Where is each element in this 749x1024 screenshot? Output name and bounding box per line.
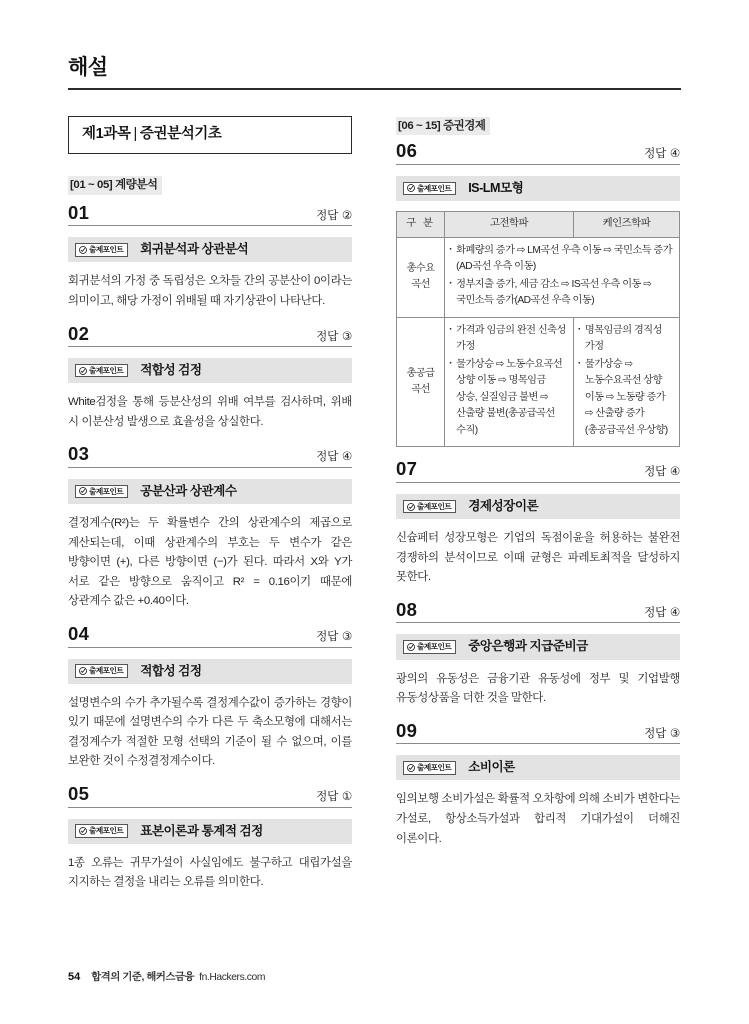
subject-separator: | — [133, 126, 137, 143]
question-header-02 — [68, 322, 352, 348]
question-number-01: 01 — [68, 201, 90, 223]
table-row — [397, 317, 680, 447]
point-badge-02 — [75, 364, 128, 377]
title-divider — [68, 88, 681, 90]
question-number-05: 05 — [68, 783, 90, 805]
question-header-08 — [396, 598, 680, 624]
point-title-09: 소비이론 — [468, 760, 515, 775]
point-badge-label: 출제포인트 — [417, 501, 452, 511]
answer-label: 정답 — [644, 465, 666, 479]
point-badge-label: 출제포인트 — [417, 183, 452, 193]
answer-choice: ④ — [341, 450, 352, 464]
row-label-aggregate-demand: 총수요 곡선 — [397, 237, 445, 317]
answer-label: 정답 — [644, 147, 666, 161]
question-number-08: 08 — [396, 598, 418, 620]
point-bar-06 — [396, 176, 680, 201]
point-badge-03 — [75, 485, 128, 498]
answer-01 — [316, 210, 352, 222]
question-number-06: 06 — [396, 140, 418, 162]
question-number-03: 03 — [68, 443, 90, 465]
point-title-07: 경제성장이론 — [468, 498, 539, 513]
circle-check-icon — [407, 643, 415, 651]
point-title-03: 공분산과 상관계수 — [140, 483, 237, 498]
table-header-row — [397, 211, 680, 237]
subject-prefix: 제1과목 — [82, 126, 131, 143]
explanation-07: 신슘페터 성장모형은 기업의 독점이윤을 허용하는 불완전 경쟁하의 분석이므로 이때 균형은 파레토최적을 달성하지 못한다. — [396, 532, 680, 584]
point-badge-07 — [403, 500, 456, 513]
point-badge-label: 출제포인트 — [89, 666, 124, 676]
answer-label: 정답 — [644, 605, 666, 619]
explanation-05: 1종 오류는 귀무가설이 사실임에도 불구하고 대립가설을 지지하는 결정을 내리는 오류를 의미한다. — [68, 856, 352, 889]
circle-check-icon — [407, 503, 415, 511]
page-footer — [68, 968, 265, 983]
answer-choice: ④ — [669, 605, 680, 619]
answer-choice: ④ — [669, 147, 680, 161]
question-header-07 — [396, 460, 680, 483]
point-bar-02 — [68, 358, 352, 383]
point-bar-04 — [68, 659, 352, 684]
circle-check-icon — [79, 487, 87, 495]
answer-label: 정답 — [316, 630, 338, 644]
list-item: · 명목임금의 경직성 가정 — [578, 323, 674, 356]
row-content-supply-keynesian — [573, 317, 679, 447]
table-header-keynesian: 케인즈학파 — [573, 211, 679, 237]
answer-08 — [644, 607, 680, 619]
point-title-02: 적합성 검정 — [140, 363, 202, 378]
row-label-aggregate-supply: 총공급 곡선 — [397, 317, 445, 447]
explanation-04: 설명변수의 수가 추가될수록 결정계수값이 증가하는 경향이 있기 때문에 설명변수의 수가 다른 두 축소모형에 대해서는 결정계수가 적절한 모형 선택의 기준이 될 수 없으며, 이를 보완한 것이 수정결정계수이다. — [68, 696, 352, 768]
point-badge-label: 출제포인트 — [89, 486, 124, 496]
answer-02 — [316, 331, 352, 343]
point-badge-06 — [403, 182, 456, 195]
range-label-left: [01 ~ 05] 계량분석 — [68, 176, 162, 194]
answer-03 — [316, 451, 352, 463]
answer-05 — [316, 791, 352, 803]
point-badge-01 — [75, 243, 128, 256]
list-item: · 물가상승 ⇨ 노동수요곡선 상향 이동 ⇨ 노동량 증가 ⇨ 산출량 증가(총공급곡선 우상향) — [578, 357, 674, 440]
answer-choice: ② — [341, 208, 352, 222]
question-number-07: 07 — [396, 458, 418, 480]
footer-slogan: 합격의 기준, 해커스금융 — [91, 972, 195, 983]
circle-check-icon — [407, 764, 415, 772]
point-badge-label: 출제포인트 — [89, 826, 124, 836]
answer-choice: ① — [341, 790, 352, 804]
explanation-02: White검정을 통해 등분산성의 위배 여부를 검사하며, 위배 시 이분산성 발생으로 효율성을 상실한다. — [68, 396, 352, 428]
answer-label: 정답 — [316, 329, 338, 343]
table-header-gubun: 구 분 — [397, 211, 445, 237]
point-title-05: 표본이론과 통계적 검정 — [140, 823, 263, 838]
subject-name: 증권분석기초 — [139, 126, 222, 143]
explanation-01: 회귀분석의 가정 중 독립성은 오차들 간의 공분산이 0이라는 의미이고, 해당 가정이 위배될 때 자기상관이 나타난다. — [68, 275, 352, 307]
answer-09 — [644, 728, 680, 740]
point-badge-label: 출제포인트 — [89, 365, 124, 375]
page-number: 54 — [68, 971, 81, 983]
point-bar-01 — [68, 237, 352, 262]
footer-imprint — [91, 968, 265, 983]
point-badge-05 — [75, 824, 128, 837]
question-header-05 — [68, 785, 352, 808]
list-item: · 정부지출 증가, 세금 감소 ⇨ IS곡선 우측 이동 ⇨ 국민소득 증가(AD곡선 우측 이동) — [449, 277, 674, 310]
answer-label: 정답 — [316, 790, 338, 804]
point-badge-09 — [403, 761, 456, 774]
list-item: · 가격과 임금의 완전 신축성 가정 — [449, 323, 568, 356]
point-badge-08 — [403, 640, 456, 653]
left-column — [68, 116, 352, 897]
point-badge-label: 출제포인트 — [417, 642, 452, 652]
question-header-06 — [396, 142, 680, 165]
question-header-03 — [68, 445, 352, 468]
two-column-body — [68, 116, 681, 897]
point-bar-08 — [396, 634, 680, 659]
explanation-08: 광의의 유동성은 금융기관 유동성에 정부 및 기업발행 유동성상품을 더한 것을 말한다. — [396, 672, 680, 705]
point-badge-04 — [75, 664, 128, 677]
question-number-04: 04 — [68, 623, 90, 645]
question-header-04 — [68, 625, 352, 648]
right-column — [396, 116, 680, 853]
point-bar-05 — [68, 819, 352, 844]
explanation-03: 결정계수(R²)는 두 확률변수 간의 상관계수의 제곱으로 계산되는데, 이때 상관계수의 부호는 두 변수가 같은 방향이면 (+), 다른 방향이면 (−)가 된다. 따라서 X와 Y가 서로 같은 방향으로 움직이고 R² = 0.16이기 때문에 상관계수 값은 +0.40이다. — [68, 517, 352, 608]
point-badge-label: 출제포인트 — [417, 763, 452, 773]
row-content-supply-classical — [445, 317, 574, 447]
point-title-04: 적합성 검정 — [140, 663, 202, 678]
answer-06 — [644, 148, 680, 160]
list-item: · 화폐량의 증가 ⇨ LM곡선 우측 이동 ⇨ 국민소득 증가(AD곡선 우측 이동) — [449, 243, 674, 276]
question-number-02: 02 — [68, 322, 90, 344]
explanation-09: 임의보행 소비가설은 확률적 오차항에 의해 소비가 변한다는 가설로, 항상소득가설과 합리적 기대가설이 더해진 이론이다. — [396, 793, 680, 845]
answer-04 — [316, 631, 352, 643]
subject-box — [68, 116, 352, 154]
footer-site: fn.Hackers.com — [199, 972, 266, 983]
answer-label: 정답 — [316, 450, 338, 464]
question-number-09: 09 — [396, 719, 418, 741]
comparison-table — [396, 211, 680, 448]
point-title-06: IS-LM모형 — [468, 180, 524, 195]
answer-choice: ④ — [669, 465, 680, 479]
question-header-01 — [68, 201, 352, 227]
point-bar-07 — [396, 494, 680, 519]
table-row — [397, 237, 680, 317]
point-title-01: 회귀분석과 상관분석 — [140, 242, 249, 257]
circle-check-icon — [79, 367, 87, 375]
circle-check-icon — [79, 827, 87, 835]
answer-choice: ③ — [341, 630, 352, 644]
table-header-classical: 고전학파 — [445, 211, 574, 237]
answer-label: 정답 — [316, 208, 338, 222]
answer-label: 정답 — [644, 726, 666, 740]
answer-choice: ③ — [669, 726, 680, 740]
circle-check-icon — [79, 667, 87, 675]
range-label-right: [06 ~ 15] 증권경제 — [396, 117, 490, 135]
question-header-09 — [396, 719, 680, 745]
point-title-08: 중앙은행과 지급준비금 — [468, 639, 588, 654]
circle-check-icon — [79, 246, 87, 254]
point-bar-09 — [396, 755, 680, 780]
list-item: · 물가상승 ⇨ 노동수요곡선 상향 이동 ⇨ 명목임금 상승, 실질임금 불변 ⇨ 산출량 불변(총공급곡선 수직) — [449, 357, 568, 440]
page-content — [68, 56, 681, 897]
row-content-aggregate-demand — [445, 237, 680, 317]
point-badge-label: 출제포인트 — [89, 245, 124, 255]
circle-check-icon — [407, 184, 415, 192]
point-bar-03 — [68, 479, 352, 504]
page-title: 해설 — [68, 56, 108, 79]
answer-07 — [644, 466, 680, 478]
answer-choice: ③ — [341, 329, 352, 343]
